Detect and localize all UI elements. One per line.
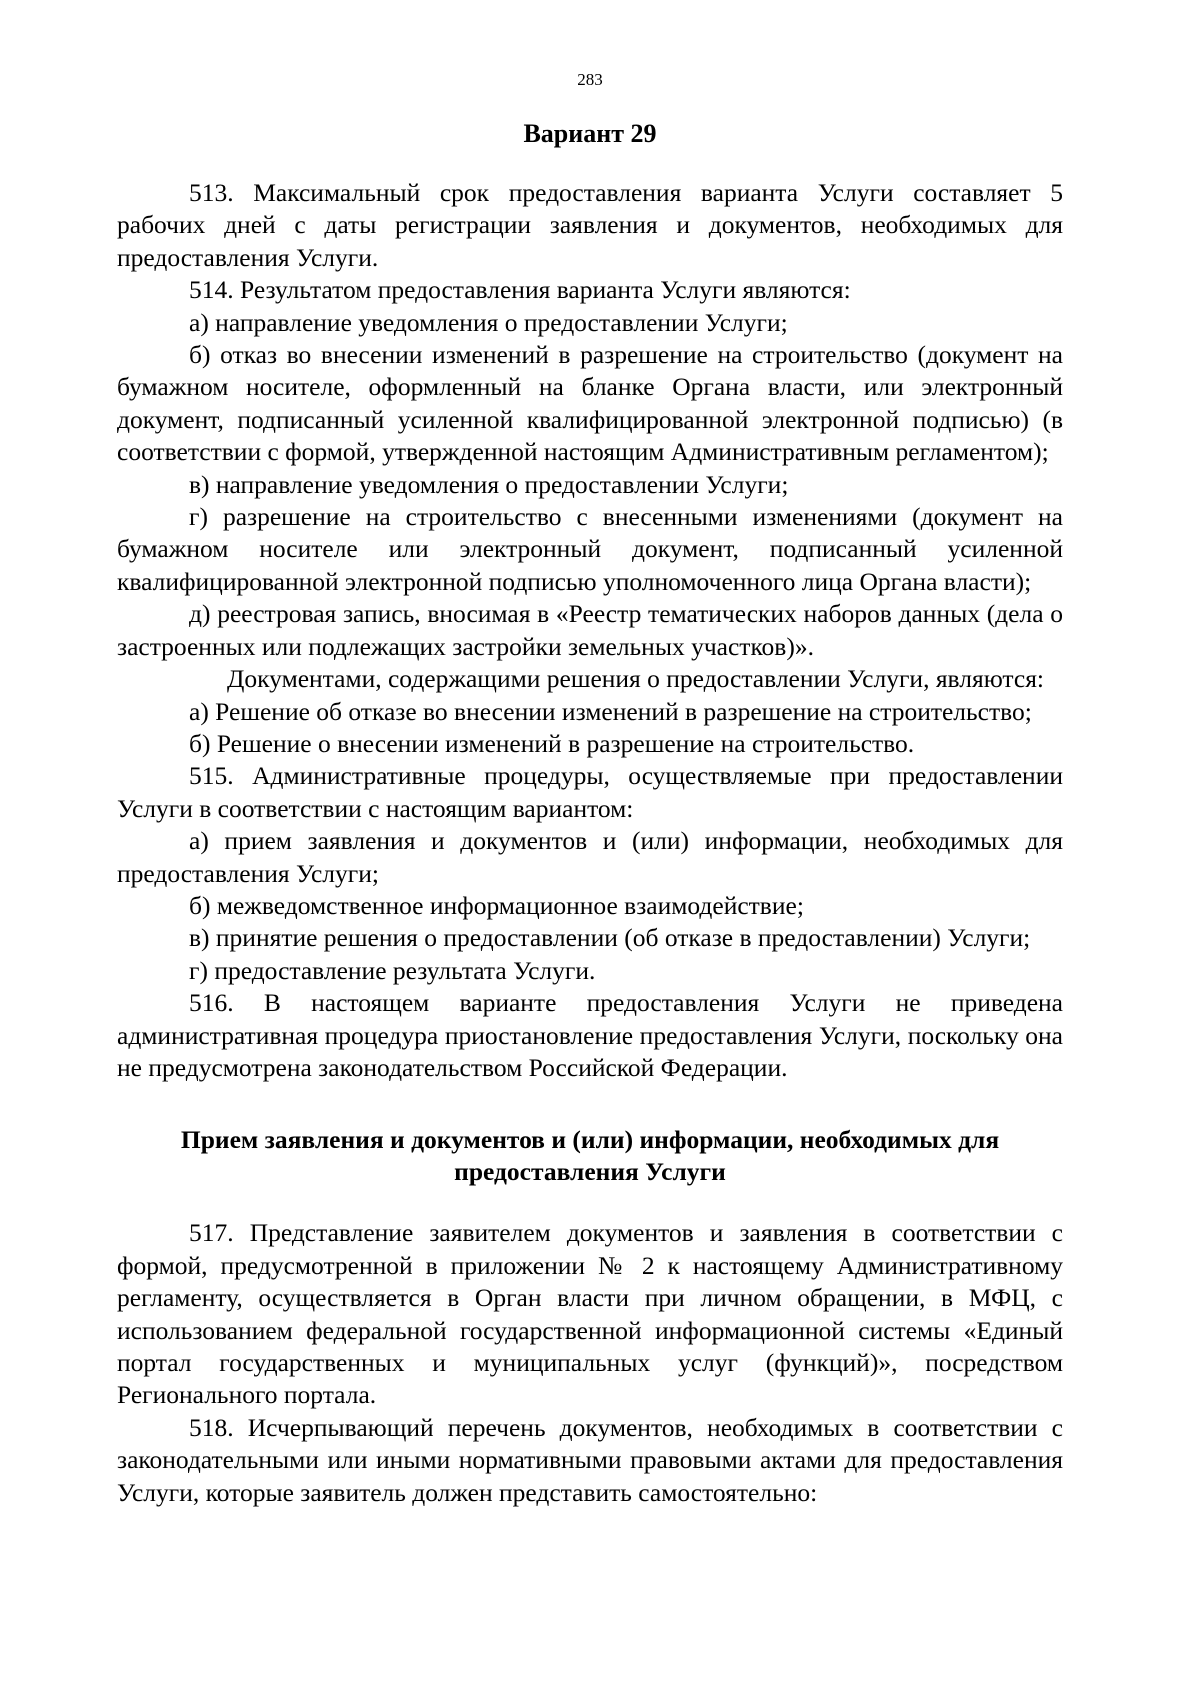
list-item-515-v: в) принятие решения о предоставлении (об отказе в предоставлении) Услуги; xyxy=(189,923,1031,953)
list-item-514-a: а) направление уведомления о предоставлении Услуги; xyxy=(189,307,788,337)
paragraph-513: 513. Максимальный срок предоставления варианта Услуги составляет 5 рабочих дней с даты регистрации заявления и документов, необходимых для предоставления Услуги. xyxy=(117,178,1063,272)
list-item-515-g: г) предоставление результата Услуги. xyxy=(189,955,596,985)
decision-documents-intro: Документами, содержащими решения о предоставлении Услуги, являются: xyxy=(227,664,1045,694)
paragraph-518: 518. Исчерпывающий перечень документов, необходимых в соответствии с законодательными или иными нормативными правовыми актами для предоставления Услуги, которые заявитель должен представить самостоятельно: xyxy=(117,1412,1063,1507)
paragraph-516: 516. В настоящем варианте предоставления Услуги не приведена административная процедура приостановление предоставления Услуги, поскольку она не предусмотрена законодательством Российской Федерации. xyxy=(117,988,1063,1082)
page-number: 283 xyxy=(577,70,603,89)
decision-document-b: б) Решение о внесении изменений в разрешение на строительство. xyxy=(189,728,915,758)
list-item-514-d: д) реестровая запись, вносимая в «Реестр тематических наборов данных (дела о застроенных или подлежащих застройки земельных участков)». xyxy=(117,599,1063,661)
decision-document-a: а) Решение об отказе во внесении изменений в разрешение на строительство; xyxy=(189,696,1032,726)
section-title: Прием заявления и документов и (или) информации, необходимых для предоставления Услуги xyxy=(180,1125,1000,1187)
paragraph-515: 515. Административные процедуры, осуществляемые при предоставлении Услуги в соответствии с настоящим вариантом: xyxy=(117,761,1063,823)
list-item-515-b: б) межведомственное информационное взаимодействие; xyxy=(189,890,804,920)
variant-title: Вариант 29 xyxy=(523,119,657,148)
list-item-514-g: г) разрешение на строительство с внесенными изменениями (документ на бумажном носителе или электронный документ, подписанный усиленной квалифицированной электронной подписью уполномоченного лица Органа власти); xyxy=(117,502,1063,596)
section-body xyxy=(117,1217,1063,1509)
document-page xyxy=(117,0,1063,1509)
list-item-515-a: а) прием заявления и документов и (или) информации, необходимых для предоставления Услуги; xyxy=(117,826,1063,888)
variant-body xyxy=(117,177,1063,1084)
list-item-514-b: б) отказ во внесении изменений в разрешение на строительство (документ на бумажном носителе, оформленный на бланке Органа власти, или электронный документ, подписанный усиленной квалифицированной электронной подписью) (в соответствии с формой, утвержденной настоящим Административным регламентом); xyxy=(117,340,1063,467)
paragraph-517: 517. Представление заявителем документов и заявления в соответствии с формой, предусмотренной в приложении № 2 к настоящему Административному регламенту, осуществляется в Орган власти при личном обращении, в МФЦ, с использованием федеральной государственной информационной системы «Единый портал государственных и муниципальных услуг (функций)», посредством Регионального портала. xyxy=(117,1218,1063,1410)
paragraph-514: 514. Результатом предоставления варианта Услуги являются: xyxy=(189,275,851,305)
list-item-514-v: в) направление уведомления о предоставлении Услуги; xyxy=(189,469,789,499)
